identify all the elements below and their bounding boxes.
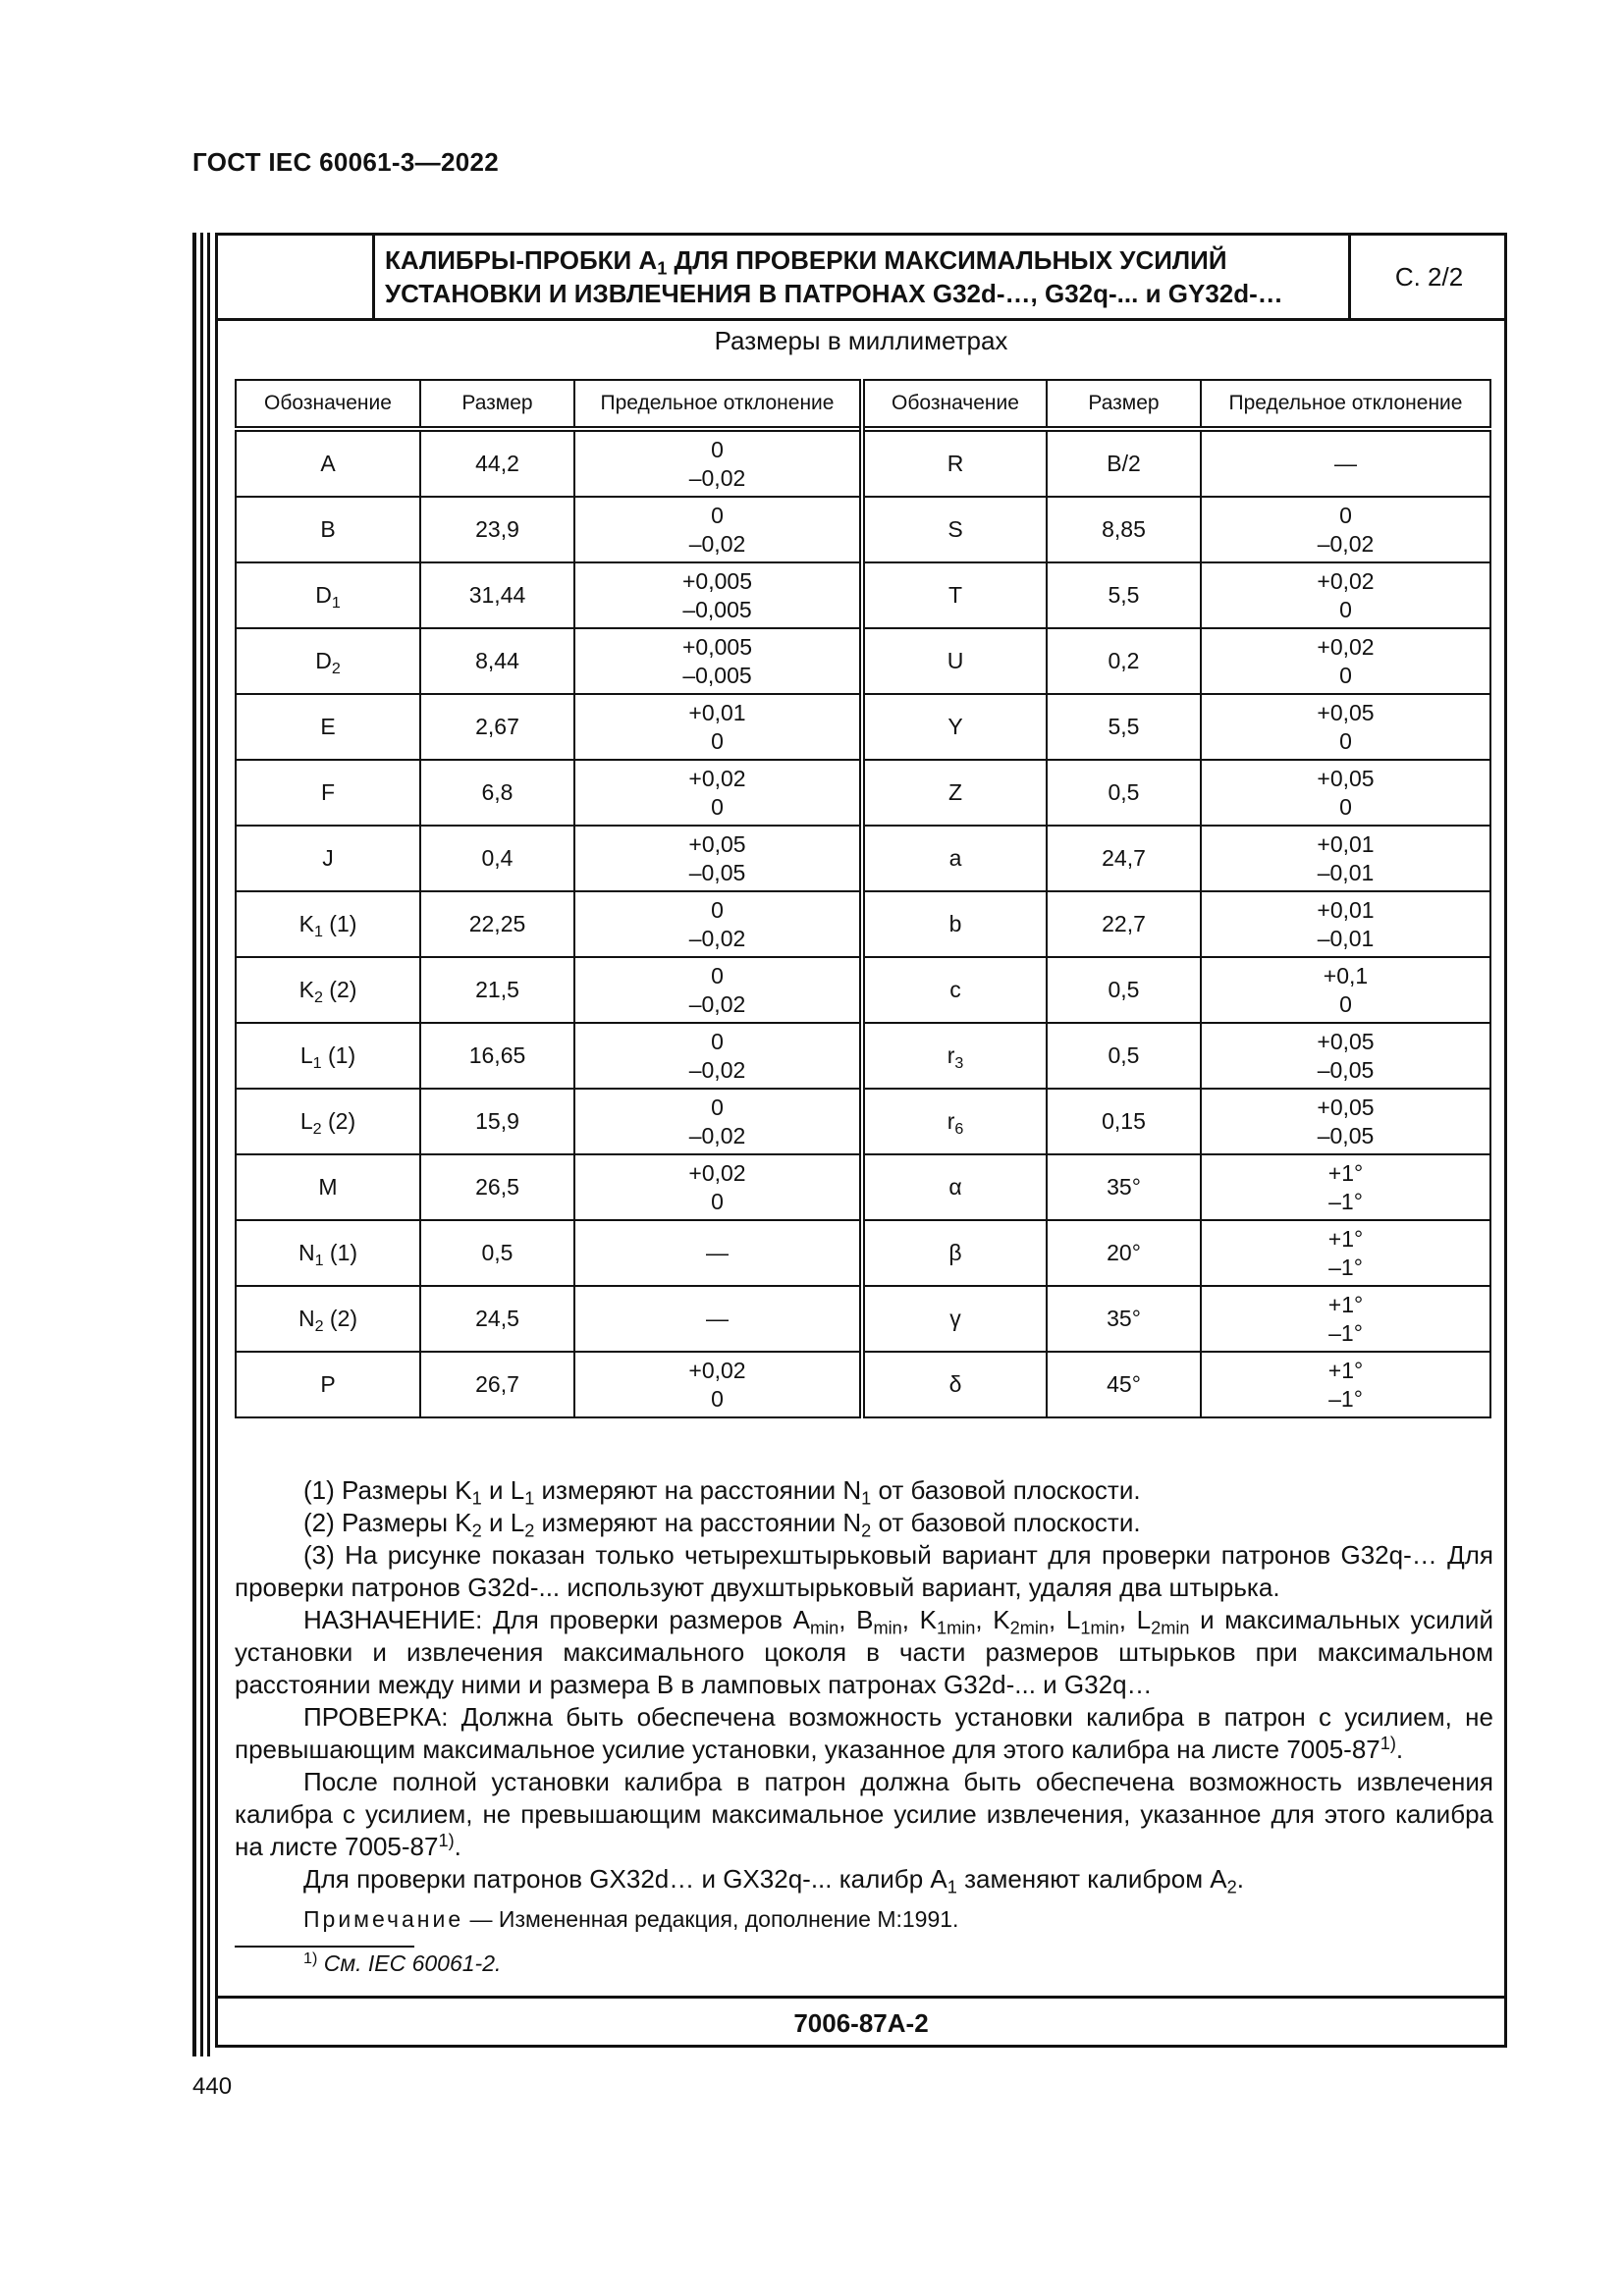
tolerance-cell: +1° –1° <box>1201 1352 1490 1417</box>
designation-cell: P <box>236 1352 420 1417</box>
designation-cell: $K_1$ (1) <box>236 891 420 957</box>
tolerance-cell: +0,05 0 <box>1201 694 1490 760</box>
sheet-number: С. 2/2 <box>1394 261 1464 292</box>
designation-cell: F <box>236 760 420 826</box>
size-cell: 24,5 <box>420 1286 574 1352</box>
designation-cell: γ <box>862 1286 1047 1352</box>
tolerance-cell: +0,005 –0,005 <box>574 562 862 628</box>
col-header: Обозначение <box>862 380 1047 429</box>
table-row <box>236 1154 1490 1220</box>
size-cell: 44,2 <box>420 429 574 497</box>
size-cell: 35° <box>1047 1286 1201 1352</box>
size-cell: 45° <box>1047 1352 1201 1417</box>
binding-rule-2 <box>200 233 203 2056</box>
designation-cell: U <box>862 628 1047 694</box>
notes-block <box>235 1474 1493 1980</box>
size-cell: 31,44 <box>420 562 574 628</box>
tolerance-cell: — <box>574 1286 862 1352</box>
size-cell: 5,5 <box>1047 562 1201 628</box>
table-row <box>236 562 1490 628</box>
designation-cell: M <box>236 1154 420 1220</box>
designation-cell: J <box>236 826 420 891</box>
binding-rule-1 <box>192 233 196 2056</box>
sheet-title <box>375 236 1351 318</box>
tolerance-cell: +0,02 0 <box>574 1352 862 1417</box>
designation-cell: Z <box>862 760 1047 826</box>
designation-cell: R <box>862 429 1047 497</box>
size-cell: 26,7 <box>420 1352 574 1417</box>
table-row <box>236 957 1490 1023</box>
designation-cell: S <box>862 497 1047 562</box>
page-number: 440 <box>192 2073 233 2100</box>
tolerance-cell: 0 –0,02 <box>574 891 862 957</box>
col-header: Предельное отклонение <box>574 380 862 429</box>
table-row <box>236 1286 1490 1352</box>
designation-cell: α <box>862 1154 1047 1220</box>
sheet-frame <box>215 233 1507 2048</box>
tolerance-cell: +0,05 –0,05 <box>1201 1023 1490 1089</box>
note-3: (3) На рисунке показан только четырехштырьковый вариант для проверки патронов G32q-… Для проверки патронов G32d-... используют двухштырьковый вариант, удаляя два штырька. <box>235 1540 1493 1602</box>
size-cell: 8,85 <box>1047 497 1201 562</box>
tolerance-cell: +0,005 –0,005 <box>574 628 862 694</box>
col-header: Предельное отклонение <box>1201 380 1490 429</box>
tolerance-cell: +1° –1° <box>1201 1154 1490 1220</box>
tolerance-cell: +1° –1° <box>1201 1286 1490 1352</box>
designation-cell: B <box>236 497 420 562</box>
tolerance-cell: +0,01 0 <box>574 694 862 760</box>
size-cell: 15,9 <box>420 1089 574 1154</box>
designation-cell: $D_2$ <box>236 628 420 694</box>
size-cell: 22,7 <box>1047 891 1201 957</box>
size-cell: 0,5 <box>1047 957 1201 1023</box>
designation-cell: β <box>862 1220 1047 1286</box>
tolerance-cell: +1° –1° <box>1201 1220 1490 1286</box>
size-cell: 20° <box>1047 1220 1201 1286</box>
replacement-paragraph: Для проверки патронов GX32d… и GX32q-... калибр $A_1$ заменяют калибром $A_2$. <box>303 1864 1245 1897</box>
size-cell: 0,5 <box>1047 1023 1201 1089</box>
table-row <box>236 1089 1490 1154</box>
table-row <box>236 891 1490 957</box>
designation-cell: $L_1$ (1) <box>236 1023 420 1089</box>
table-row <box>236 628 1490 694</box>
designation-cell: $r_3$ <box>862 1023 1047 1089</box>
size-cell: 22,25 <box>420 891 574 957</box>
remark: Примечание — Измененная редакция, дополнение М:1991. <box>303 1906 959 1932</box>
tolerance-cell: +0,02 0 <box>1201 562 1490 628</box>
size-cell: 16,65 <box>420 1023 574 1089</box>
table-row <box>236 760 1490 826</box>
designation-cell: E <box>236 694 420 760</box>
table-row <box>236 826 1490 891</box>
size-cell: 0,15 <box>1047 1089 1201 1154</box>
designation-cell: A <box>236 429 420 497</box>
tolerance-cell: 0 –0,02 <box>574 429 862 497</box>
table-header-row <box>236 380 1490 429</box>
designation-cell: $N_1$ (1) <box>236 1220 420 1286</box>
tolerance-cell: 0 –0,02 <box>574 1089 862 1154</box>
size-cell: 0,4 <box>420 826 574 891</box>
tolerance-cell: 0 –0,02 <box>574 497 862 562</box>
designation-cell: a <box>862 826 1047 891</box>
designation-cell: $L_2$ (2) <box>236 1089 420 1154</box>
col-header: Размер <box>1047 380 1201 429</box>
col-header: Размер <box>420 380 574 429</box>
designation-cell: δ <box>862 1352 1047 1417</box>
table-row <box>236 1352 1490 1417</box>
table-row <box>236 694 1490 760</box>
tolerance-cell: 0 –0,02 <box>574 957 862 1023</box>
size-cell: 0,5 <box>1047 760 1201 826</box>
size-cell: 0,2 <box>1047 628 1201 694</box>
size-cell: 35° <box>1047 1154 1201 1220</box>
units-caption: Размеры в миллиметрах <box>714 326 1008 355</box>
tolerance-cell: +0,02 0 <box>574 1154 862 1220</box>
tolerance-cell: +0,1 0 <box>1201 957 1490 1023</box>
designation-cell: T <box>862 562 1047 628</box>
tolerance-cell: +0,05 –0,05 <box>574 826 862 891</box>
extraction-paragraph: После полной установки калибра в патрон должна быть обеспечена возможность извлечения калибра с усилием, не превышающим максимальное усилие извлечения, указанное для этого калибра на листе 7005-87$^{1)}$. <box>235 1767 1493 1861</box>
table-row <box>236 1220 1490 1286</box>
size-cell: 5,5 <box>1047 694 1201 760</box>
designation-cell: Y <box>862 694 1047 760</box>
sheet-code: 7006-87A-2 <box>218 1996 1504 2048</box>
tolerance-cell: +0,01 –0,01 <box>1201 891 1490 957</box>
size-cell: 24,7 <box>1047 826 1201 891</box>
designation-cell: $K_2$ (2) <box>236 957 420 1023</box>
dimensions-table <box>235 379 1491 1418</box>
size-cell: 23,9 <box>420 497 574 562</box>
designation-cell: $N_2$ (2) <box>236 1286 420 1352</box>
size-cell: 6,8 <box>420 760 574 826</box>
tolerance-cell: 0 –0,02 <box>574 1023 862 1089</box>
tolerance-cell: +0,02 0 <box>574 760 862 826</box>
title-line-2: УСТАНОВКИ И ИЗВЛЕЧЕНИЯ В ПАТРОНАХ G32d-…, G32q-... и GY32d-… <box>385 279 1283 308</box>
note-1: (1) Размеры $K_1$ и $L_1$ измеряют на расстоянии $N_1$ от базовой плоскости. <box>303 1475 1141 1509</box>
designation-cell: c <box>862 957 1047 1023</box>
tolerance-cell: 0 –0,02 <box>1201 497 1490 562</box>
footnote: $^{1)}$ См. IEC 60061-2. <box>303 1949 502 1976</box>
title-line-1: КАЛИБРЫ-ПРОБКИ $А_1$ ДЛЯ ПРОВЕРКИ МАКСИМАЛЬНЫХ УСИЛИЙ <box>385 245 1227 279</box>
size-cell: 8,44 <box>420 628 574 694</box>
tolerance-cell: — <box>574 1220 862 1286</box>
tolerance-cell: — <box>1201 429 1490 497</box>
size-cell: B/2 <box>1047 429 1201 497</box>
size-cell: 2,67 <box>420 694 574 760</box>
tolerance-cell: +0,05 –0,05 <box>1201 1089 1490 1154</box>
tolerance-cell: +0,01 –0,01 <box>1201 826 1490 891</box>
purpose-paragraph: НАЗНАЧЕНИЕ: Для проверки размеров $A_{min}$, $B_{min}$, $K_{1min}$, $K_{2min}$, $L_{1min}$, $L_{2min}$ и максимальных усилий установки и извлечения максимального цоколя в части размеров штырьков при максимальном расстоянии между ними и размера B в ламповых патронах G32d-... и G32q… <box>235 1605 1493 1699</box>
table-row <box>236 497 1490 562</box>
title-row <box>218 236 1504 321</box>
title-left-cell <box>218 236 375 318</box>
tolerance-cell: +0,02 0 <box>1201 628 1490 694</box>
note-2: (2) Размеры $K_2$ и $L_2$ измеряют на расстоянии $N_2$ от базовой плоскости. <box>303 1508 1141 1541</box>
binding-rule-3 <box>207 233 210 2056</box>
col-header: Обозначение <box>236 380 420 429</box>
designation-cell: $r_6$ <box>862 1089 1047 1154</box>
doc-header: ГОСТ IEC 60061-3—2022 <box>192 147 499 177</box>
designation-cell: b <box>862 891 1047 957</box>
size-cell: 21,5 <box>420 957 574 1023</box>
tolerance-cell: +0,05 0 <box>1201 760 1490 826</box>
size-cell: 26,5 <box>420 1154 574 1220</box>
table-row <box>236 429 1490 497</box>
table-row <box>236 1023 1490 1089</box>
designation-cell: $D_1$ <box>236 562 420 628</box>
check-paragraph: ПРОВЕРКА: Должна быть обеспечена возможность установки калибра в патрон с усилием, не превышающим максимальное усилие установки, указанное для этого калибра на листе 7005-87$^{1)}$. <box>235 1702 1493 1764</box>
size-cell: 0,5 <box>420 1220 574 1286</box>
